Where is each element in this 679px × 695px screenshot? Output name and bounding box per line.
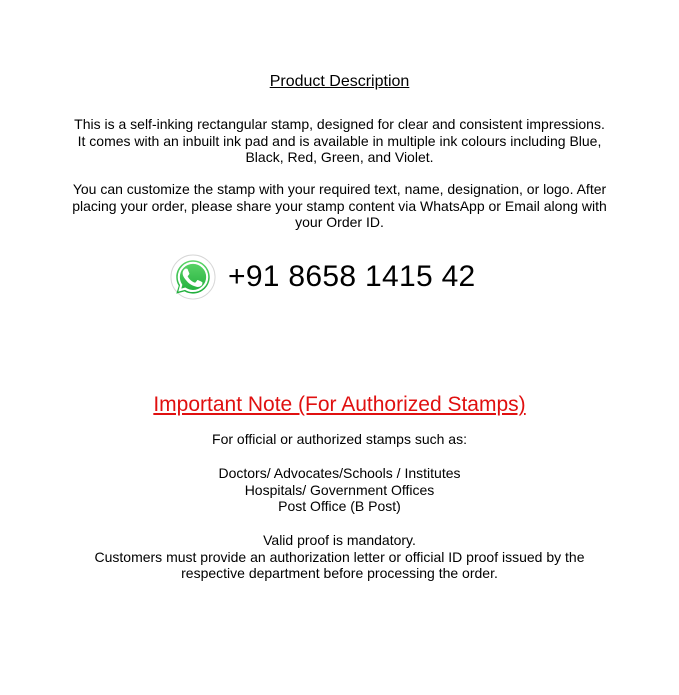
description-line: It comes with an inbuilt ink pad and is available in multiple ink colours including Blue,	[77, 132, 602, 149]
proof-line: Customers must provide an authorization letter or official ID proof issued by the	[94, 548, 585, 565]
category-line: Hospitals/ Government Offices	[244, 481, 435, 498]
important-note-heading: Important Note (For Authorized Stamps)	[153, 393, 526, 416]
category-line: Post Office (B Post)	[278, 498, 401, 514]
description-line: You can customize the stamp with your required text, name, designation, or logo. After	[72, 181, 607, 197]
product-description-heading: Product Description	[269, 73, 410, 90]
description-paragraph-2	[40, 181, 639, 231]
description-line: your Order ID.	[295, 214, 384, 230]
category-line: Doctors/ Advocates/Schools / Institutes	[218, 465, 461, 481]
whatsapp-icon	[170, 254, 216, 300]
whatsapp-contact[interactable]	[170, 253, 476, 301]
proof-requirement	[0, 532, 679, 582]
phone-number[interactable]: +91 8658 1415 42	[228, 260, 476, 293]
description-line: Black, Red, Green, and Violet.	[245, 149, 434, 165]
note-intro: For official or authorized stamps such as:	[212, 431, 467, 447]
authorized-categories	[0, 465, 679, 515]
description-paragraph-1	[40, 116, 639, 166]
description-line: placing your order, please share your stamp content via WhatsApp or Email along with	[72, 197, 607, 214]
proof-line: Valid proof is mandatory.	[263, 532, 416, 548]
description-line: This is a self-inking rectangular stamp, designed for clear and consistent impressions.	[74, 116, 605, 132]
proof-line: respective department before processing the order.	[181, 565, 498, 581]
